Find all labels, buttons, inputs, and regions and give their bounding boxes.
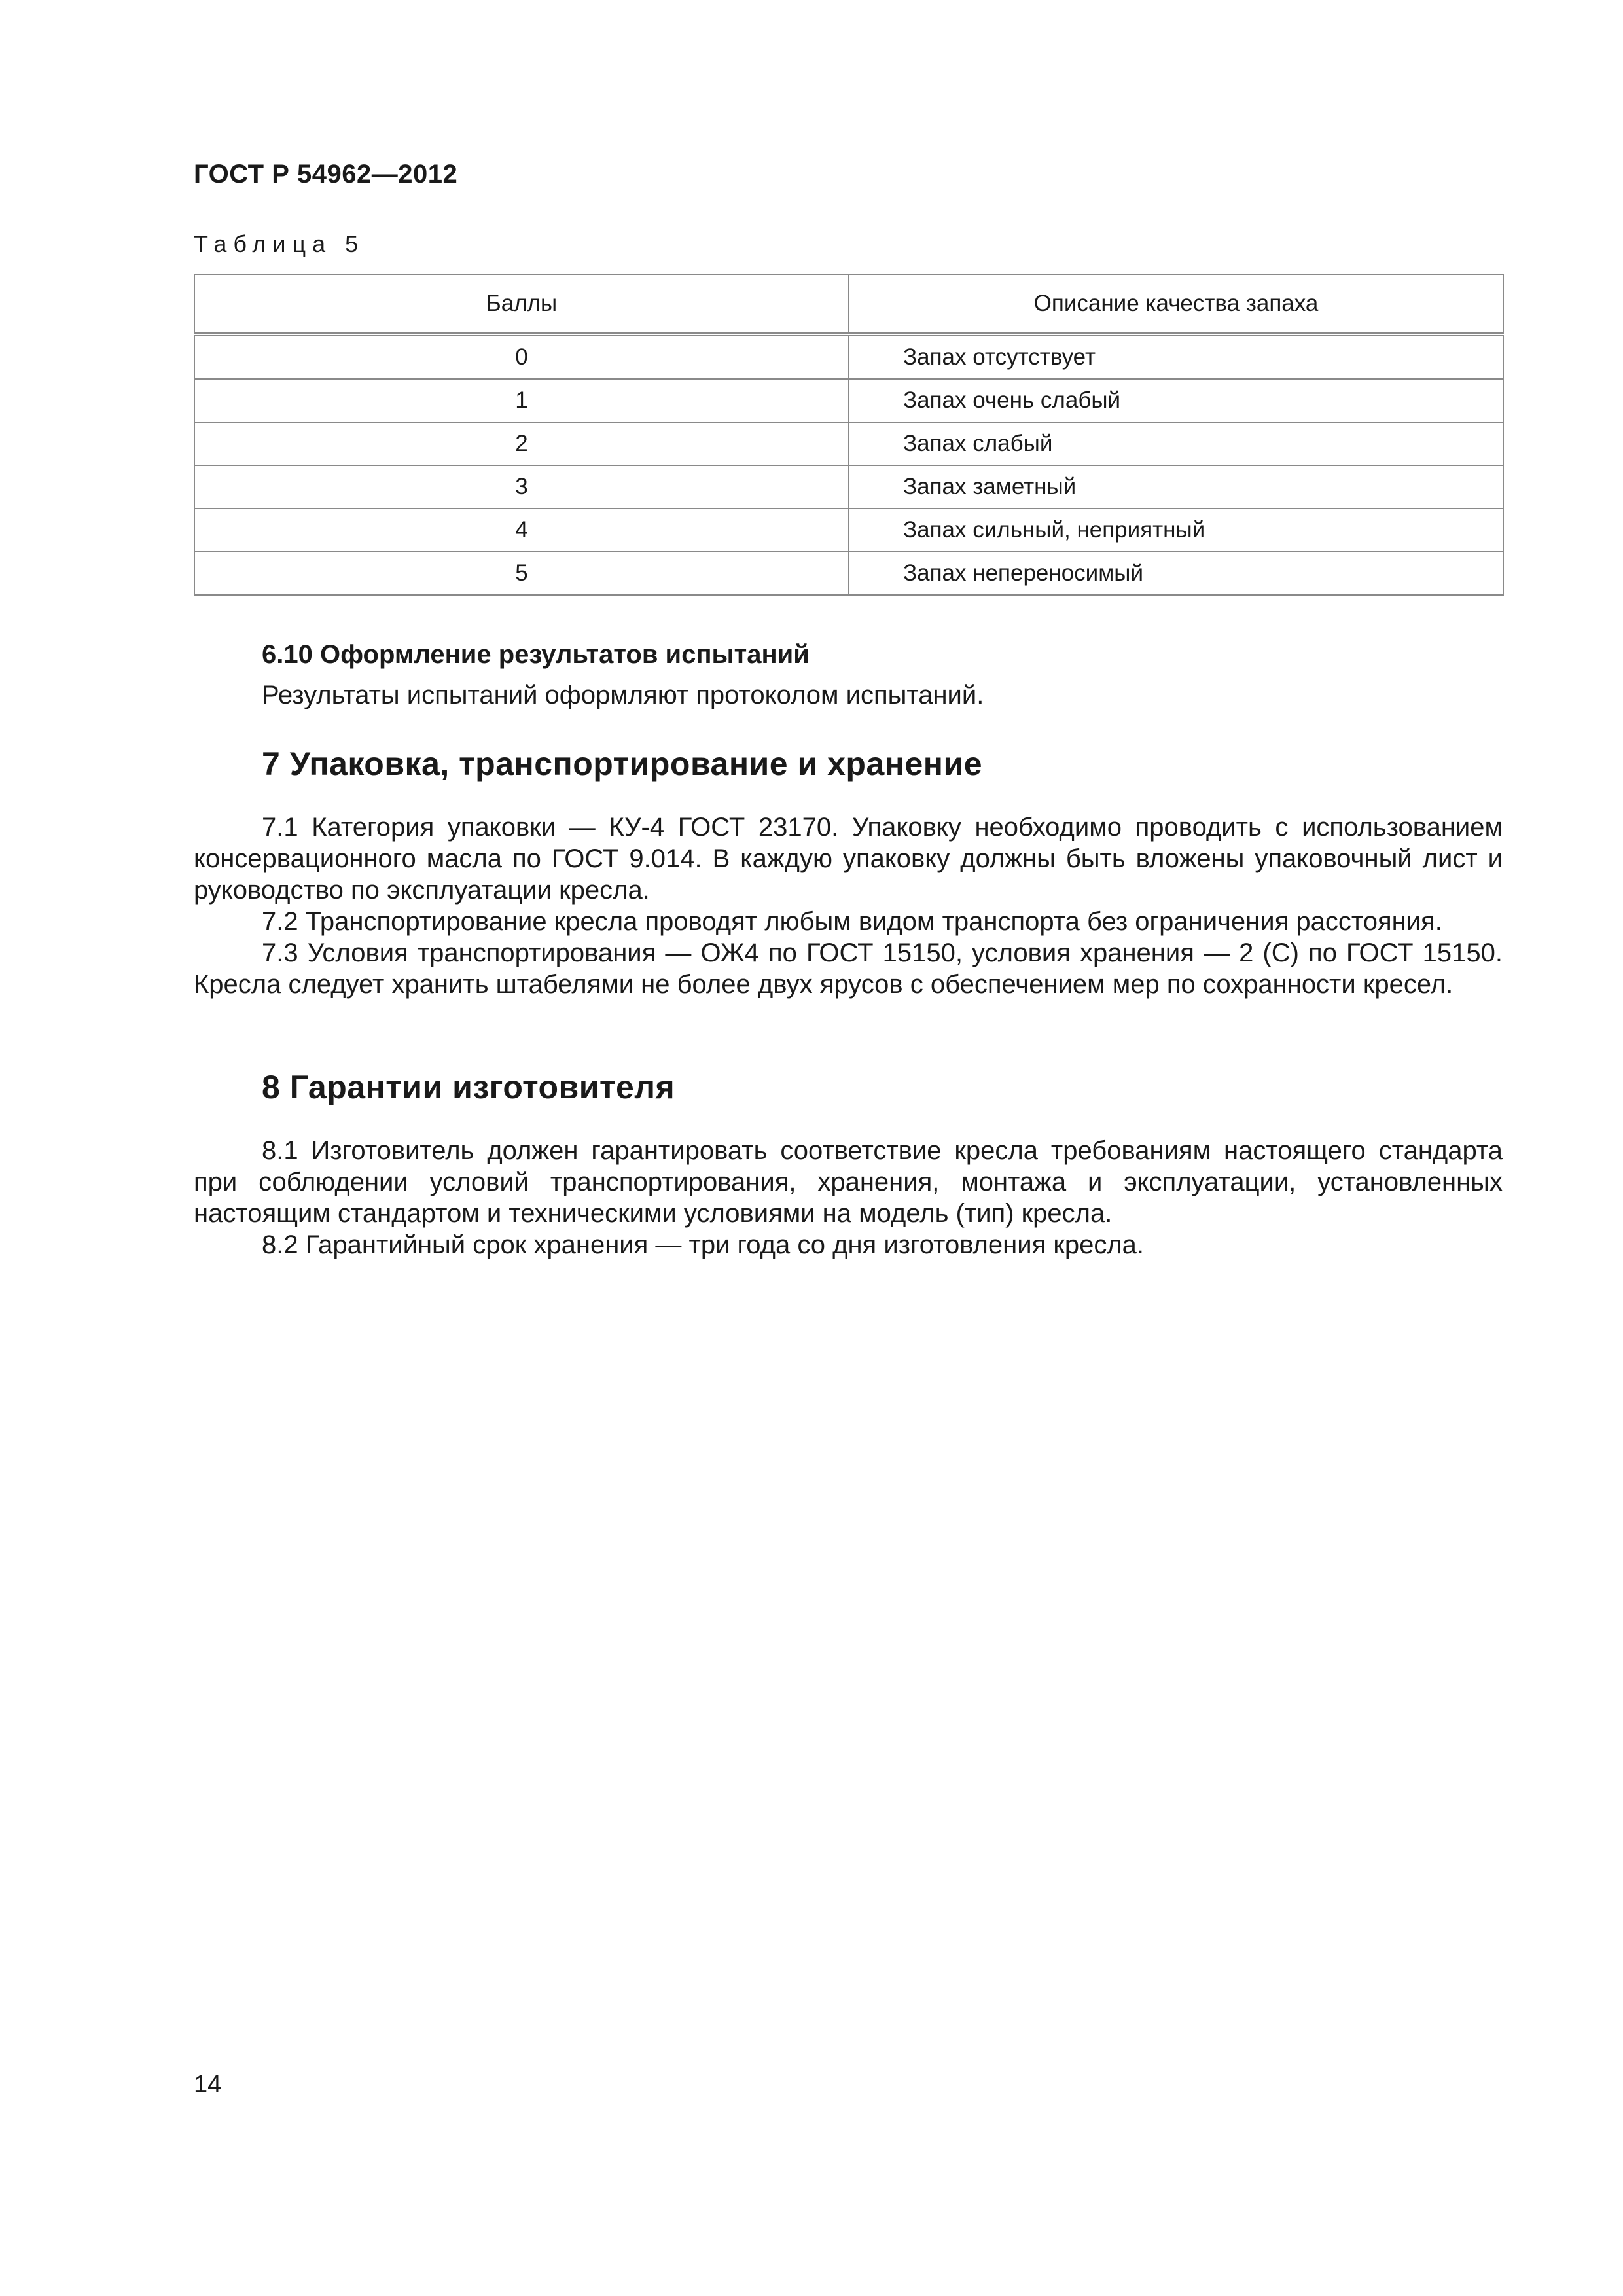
column-header-description: Описание качества запаха — [849, 274, 1503, 334]
table-row — [194, 379, 1503, 422]
page-number: 14 — [194, 2071, 222, 2098]
table-row — [194, 334, 1503, 379]
score-cell: 3 — [194, 465, 849, 509]
section-body-8 — [194, 1135, 1503, 1261]
section-body-7 — [194, 812, 1503, 1000]
section-title-8: 8 Гарантии изготовителя — [262, 1069, 675, 1105]
column-header-score: Баллы — [194, 274, 849, 334]
paragraph-8-1: 8.1 Изготовитель должен гарантировать соответствие кресла требованиям настоящего стандарта при соблюдении условий транспортирования, хранения, монтажа и эксплуатации, установленных настоящим стандартом и техническими условиями на модель (тип) кресла. — [194, 1136, 1503, 1228]
description-cell: Запах заметный — [849, 465, 1503, 509]
smell-rating-table — [194, 274, 1504, 596]
paragraph-7-1: 7.1 Категория упаковки — КУ-4 ГОСТ 23170. Упаковку необходимо проводить с использованием консервационного масла по ГОСТ 9.014. В каждую упаковку должны быть вложены упаковочный лист и руководство по эксплуатации кресла. — [194, 813, 1503, 905]
description-cell: Запах сильный, неприятный — [849, 509, 1503, 552]
paragraph-7-3: 7.3 Условия транспортирования — ОЖ4 по ГОСТ 15150, условия хранения — 2 (С) по ГОСТ 15150. Кресла следует хранить штабелями не более двух ярусов с обеспечением мер по сохранности кресел. — [194, 939, 1503, 999]
score-cell: 5 — [194, 552, 849, 595]
table-header-row — [194, 274, 1503, 334]
table-row — [194, 422, 1503, 465]
smell-rating-table-container — [194, 274, 1503, 596]
subsection-title-6-10: 6.10 Оформление результатов испытаний — [262, 640, 810, 669]
score-cell: 0 — [194, 334, 849, 379]
table-caption: Таблица 5 — [194, 230, 365, 257]
score-cell: 1 — [194, 379, 849, 422]
description-cell: Запах слабый — [849, 422, 1503, 465]
document-header: ГОСТ Р 54962—2012 — [194, 160, 458, 188]
paragraph-7-2: 7.2 Транспортирование кресла проводят любым видом транспорта без ограничения расстояния. — [262, 907, 1442, 936]
table-row — [194, 465, 1503, 509]
description-cell: Запах непереносимый — [849, 552, 1503, 595]
score-cell: 2 — [194, 422, 849, 465]
table-row — [194, 509, 1503, 552]
section-title-7: 7 Упаковка, транспортирование и хранение — [262, 745, 983, 782]
paragraph-8-2: 8.2 Гарантийный срок хранения — три года со дня изготовления кресла. — [262, 1230, 1145, 1259]
subsection-text-6-10: Результаты испытаний оформляют протоколом испытаний. — [262, 681, 984, 709]
table-row — [194, 552, 1503, 595]
score-cell: 4 — [194, 509, 849, 552]
description-cell: Запах очень слабый — [849, 379, 1503, 422]
description-cell: Запах отсутствует — [849, 334, 1503, 379]
